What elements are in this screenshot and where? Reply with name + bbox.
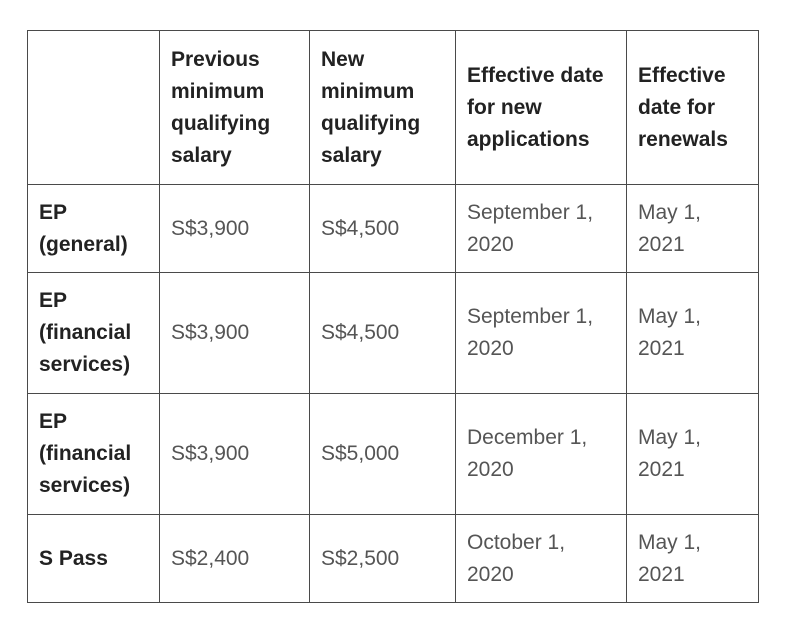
date-line: May 1, — [638, 305, 702, 328]
header-line: salary — [321, 143, 382, 167]
previous-salary-cell: S$2,400 — [160, 515, 310, 603]
header-line: salary — [171, 143, 232, 167]
header-line: minimum — [171, 79, 265, 103]
date-line: 2021 — [638, 458, 685, 481]
new-salary-cell: S$2,500 — [310, 515, 456, 603]
header-effective-date-renewals — [627, 31, 759, 185]
row-label-s-pass — [28, 515, 160, 603]
previous-salary-cell: S$3,900 — [160, 273, 310, 394]
table-row — [28, 185, 759, 273]
new-salary-cell: S$4,500 — [310, 273, 456, 394]
date-line: December 1, — [467, 426, 588, 449]
renewal-date-cell — [627, 515, 759, 603]
renewal-date-cell — [627, 273, 759, 394]
previous-salary-cell: S$3,900 — [160, 185, 310, 273]
table-row — [28, 273, 759, 394]
date-line: May 1, — [638, 200, 702, 224]
table-header-row — [28, 31, 759, 185]
header-line: date for — [638, 95, 716, 119]
header-line: qualifying — [321, 111, 421, 135]
header-line: minimum — [321, 79, 415, 103]
header-line: Previous — [171, 47, 260, 71]
row-label-line: (financial — [39, 321, 132, 344]
new-application-date-cell — [456, 185, 627, 273]
row-label-line: services) — [39, 353, 131, 376]
date-line: 2020 — [467, 562, 514, 586]
header-empty-cell — [28, 31, 160, 185]
date-line: October 1, — [467, 530, 566, 554]
header-line: for new — [467, 95, 542, 119]
row-label-ep-financial-services — [28, 394, 160, 515]
date-line: May 1, — [638, 426, 702, 449]
row-label-line: services) — [39, 474, 131, 497]
date-line: September 1, — [467, 200, 594, 224]
new-salary-cell: S$5,000 — [310, 394, 456, 515]
row-label-line: EP — [39, 289, 68, 312]
new-salary-cell: S$4,500 — [310, 185, 456, 273]
new-application-date-cell — [456, 394, 627, 515]
date-line: 2021 — [638, 337, 685, 360]
row-label-line: S Pass — [39, 546, 108, 570]
header-line: Effective date — [467, 63, 604, 87]
renewal-date-cell — [627, 394, 759, 515]
header-line: applications — [467, 127, 590, 151]
renewal-date-cell — [627, 185, 759, 273]
table-row — [28, 394, 759, 515]
row-label-line: (general) — [39, 232, 128, 256]
new-application-date-cell — [456, 515, 627, 603]
row-label-line: (financial — [39, 442, 132, 465]
new-application-date-cell — [456, 273, 627, 394]
row-label-line: EP — [39, 200, 68, 224]
table-row — [28, 515, 759, 603]
header-new-salary — [310, 31, 456, 185]
header-effective-date-new — [456, 31, 627, 185]
date-line: 2020 — [467, 337, 514, 360]
date-line: September 1, — [467, 305, 594, 328]
row-label-line: EP — [39, 410, 68, 433]
header-line: Effective — [638, 63, 726, 87]
previous-salary-cell: S$3,900 — [160, 394, 310, 515]
header-line: New — [321, 47, 365, 71]
header-line: qualifying — [171, 111, 271, 135]
date-line: 2020 — [467, 232, 514, 256]
date-line: 2021 — [638, 562, 685, 586]
row-label-ep-general — [28, 185, 160, 273]
header-line: renewals — [638, 127, 728, 151]
date-line: May 1, — [638, 530, 702, 554]
date-line: 2020 — [467, 458, 514, 481]
salary-table — [27, 30, 759, 603]
row-label-ep-financial-services — [28, 273, 160, 394]
header-previous-salary — [160, 31, 310, 185]
date-line: 2021 — [638, 232, 685, 256]
